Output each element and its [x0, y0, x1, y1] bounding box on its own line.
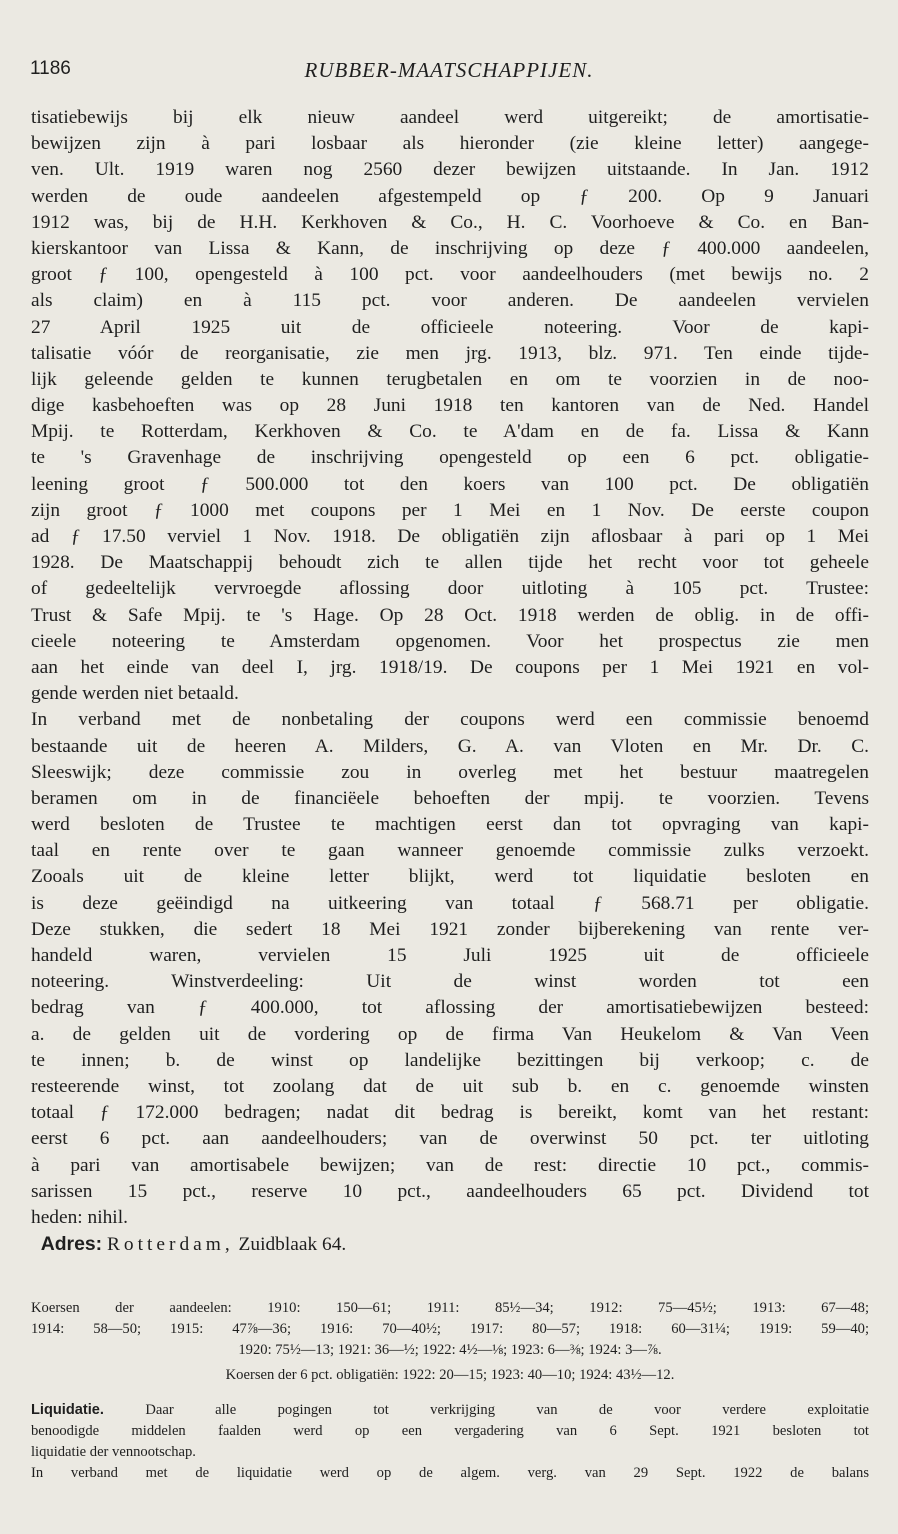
text-line: resteerende winst, tot zoolang dat de uit sub b. en c. genoemde winsten	[31, 1075, 869, 1097]
text-line: of gedeeltelijk vervroegde aflossing door uitloting à 105 pct. Trustee:	[31, 578, 869, 600]
koersen-block	[31, 1298, 869, 1386]
page-header	[30, 50, 868, 82]
text-line: bewijzen zijn à pari losbaar als hieronder (zie kleine letter) aangege-	[31, 133, 869, 155]
text-line: werd besloten de Trustee te machtigen eerst dan tot opvraging van kapi-	[31, 814, 869, 836]
text-line: groot ƒ 100, opengesteld à 100 pct. voor aandeelhouders (met bewijs no. 2	[31, 264, 869, 286]
text-line: te innen; b. de winst op landelijke bezittingen bij verkoop; c. de	[31, 1049, 869, 1071]
text-line: zijn groot ƒ 1000 met coupons per 1 Mei en 1 Nov. De eerste coupon	[31, 499, 869, 521]
text-line: talisatie vóór de reorganisatie, zie men jrg. 1913, blz. 971. Ten einde tijde-	[31, 342, 869, 364]
address-label: Adres:	[40, 1233, 103, 1256]
text-line: Zooals uit de kleine letter blijkt, werd tot liquidatie besloten en	[31, 866, 869, 888]
text-line: bestaande uit de heeren A. Milders, G. A. van Vloten en Mr. Dr. C.	[31, 735, 869, 757]
text-line: eerst 6 pct. aan aandeelhouders; van de overwinst 50 pct. ter uitloting	[31, 1128, 869, 1150]
text-line: à pari van amortisabele bewijzen; van de rest: directie 10 pct., commis-	[31, 1154, 869, 1176]
liquidatie-text: Daar alle pogingen tot verkrijging van de voor verdere exploitatie	[145, 1402, 869, 1418]
address-line	[31, 1231, 869, 1257]
liquidatie-line: benoodigde middelen faalden werd op een vergadering van 6 Sept. 1921 besloten tot	[31, 1423, 869, 1439]
page-number: 1186	[30, 58, 71, 79]
text-line: 1928. De Maatschappij behoudt zich te allen tijde het recht voor tot geheele	[31, 552, 869, 574]
liquidatie-line: In verband met de liquidatie werd op de algem. verg. van 29 Sept. 1922 de balans	[31, 1465, 869, 1481]
text-line: Sleeswijk; deze commissie zou in overleg met het bestuur maatregelen	[31, 761, 869, 783]
running-title: RUBBER-MAATSCHAPPIJEN.	[304, 58, 594, 82]
text-line: cieele noteering te Amsterdam opgenomen. Voor het prospectus zie men	[31, 630, 869, 652]
text-line: lijk geleende gelden te kunnen terugbetalen en om te voorzien in de noo-	[31, 368, 869, 390]
text-line: beramen om in de financiëele behoeften der mpij. te voorzien. Tevens	[31, 787, 869, 809]
text-line: heden: nihil.	[31, 1206, 128, 1228]
text-line: ad ƒ 17.50 verviel 1 Nov. 1918. De obligatiën zijn aflosbaar à pari op 1 Mei	[31, 526, 869, 547]
text-line: 1912 was, bij de H.H. Kerkhoven & Co., H. C. Voorhoeve & Co. en Ban-	[31, 211, 869, 233]
text-line: aan het einde van deel I, jrg. 1918/19. De coupons per 1 Mei 1921 en vol-	[31, 656, 869, 678]
text-line: bedrag van ƒ 400.000, tot aflossing der amortisatiebewijzen besteed:	[31, 997, 869, 1019]
text-line: te 's Gravenhage de inschrijving opengesteld op een 6 pct. obligatie-	[31, 447, 869, 469]
text-line: Deze stukken, die sedert 18 Mei 1921 zonder bijberekening van rente ver-	[31, 918, 869, 940]
text-line: In verband met de nonbetaling der coupons werd een commissie benoemd	[31, 709, 869, 731]
text-line: Mpij. te Rotterdam, Kerkhoven & Co. te A'dam en de fa. Lissa & Kann	[31, 421, 869, 443]
text-line: leening groot ƒ 500.000 tot den koers van 100 pct. De obligatiën	[31, 473, 869, 495]
liquidatie-label: Liquidatie.	[31, 1402, 104, 1418]
text-line: Trust & Safe Mpij. te 's Hage. Op 28 Oct. 1918 werden de oblig. in de offi-	[31, 604, 869, 626]
main-text	[31, 105, 869, 1257]
text-line: taal en rente over te gaan wanneer genoemde commissie zulks verzoekt.	[31, 840, 869, 862]
text-line: sarissen 15 pct., reserve 10 pct., aandeelhouders 65 pct. Dividend tot	[31, 1180, 869, 1202]
text-line: als claim) en à 115 pct. voor anderen. De aandeelen vervielen	[31, 290, 869, 312]
text-line: gende werden niet betaald.	[31, 683, 239, 705]
text-line: kierskantoor van Lissa & Kann, de inschrijving op deze ƒ 400.000 aandeelen,	[31, 237, 869, 259]
address-city: Rotterdam,	[106, 1234, 234, 1256]
text-line: tisatiebewijs bij elk nieuw aandeel werd uitgereikt; de amortisatie-	[31, 107, 869, 128]
address-street: Zuidblaak 64.	[238, 1234, 347, 1256]
text-line: totaal ƒ 172.000 bedragen; nadat dit bedrag is bereikt, komt van het restant:	[31, 1102, 869, 1124]
text-line: handeld waren, vervielen 15 Juli 1925 uit de officieele	[31, 945, 869, 966]
koersen-line: 1920: 75½—13; 1921: 36—½; 1922: 4½—⅛; 1923: 6—⅜; 1924: 3—⅞.	[238, 1342, 662, 1358]
liquidatie-line: liquidatie der vennootschap.	[31, 1444, 196, 1460]
koersen-line: Koersen der aandeelen: 1910: 150—61; 1911: 85½—34; 1912: 75—45½; 1913: 67—48;	[31, 1300, 869, 1316]
text-line: is deze geëindigd na uitkeering van totaal ƒ 568.71 per obligatie.	[31, 892, 869, 914]
text-line: ven. Ult. 1919 waren nog 2560 dezer bewijzen uitstaande. In Jan. 1912	[31, 159, 869, 181]
text-line: a. de gelden uit de vordering op de firma Van Heukelom & Van Veen	[31, 1023, 869, 1045]
koersen-line: 1914: 58—50; 1915: 47⅞—36; 1916: 70—40½; 1917: 80—57; 1918: 60—31¼; 1919: 59—40;	[31, 1321, 869, 1337]
text-line: werden de oude aandeelen afgestempeld op ƒ 200. Op 9 Januari	[31, 185, 869, 207]
text-line: noteering. Winstverdeeling: Uit de winst worden tot een	[31, 971, 869, 993]
text-line: 27 April 1925 uit de officieele noteering. Voor de kapi-	[31, 316, 869, 338]
obligatie-koersen: Koersen der 6 pct. obligatiën: 1922: 20—15; 1923: 40—10; 1924: 43½—12.	[225, 1367, 675, 1383]
liquidatie-block	[31, 1400, 869, 1484]
text-line: dige kasbehoeften was op 28 Juni 1918 ten kantoren van de Ned. Handel	[31, 395, 869, 417]
